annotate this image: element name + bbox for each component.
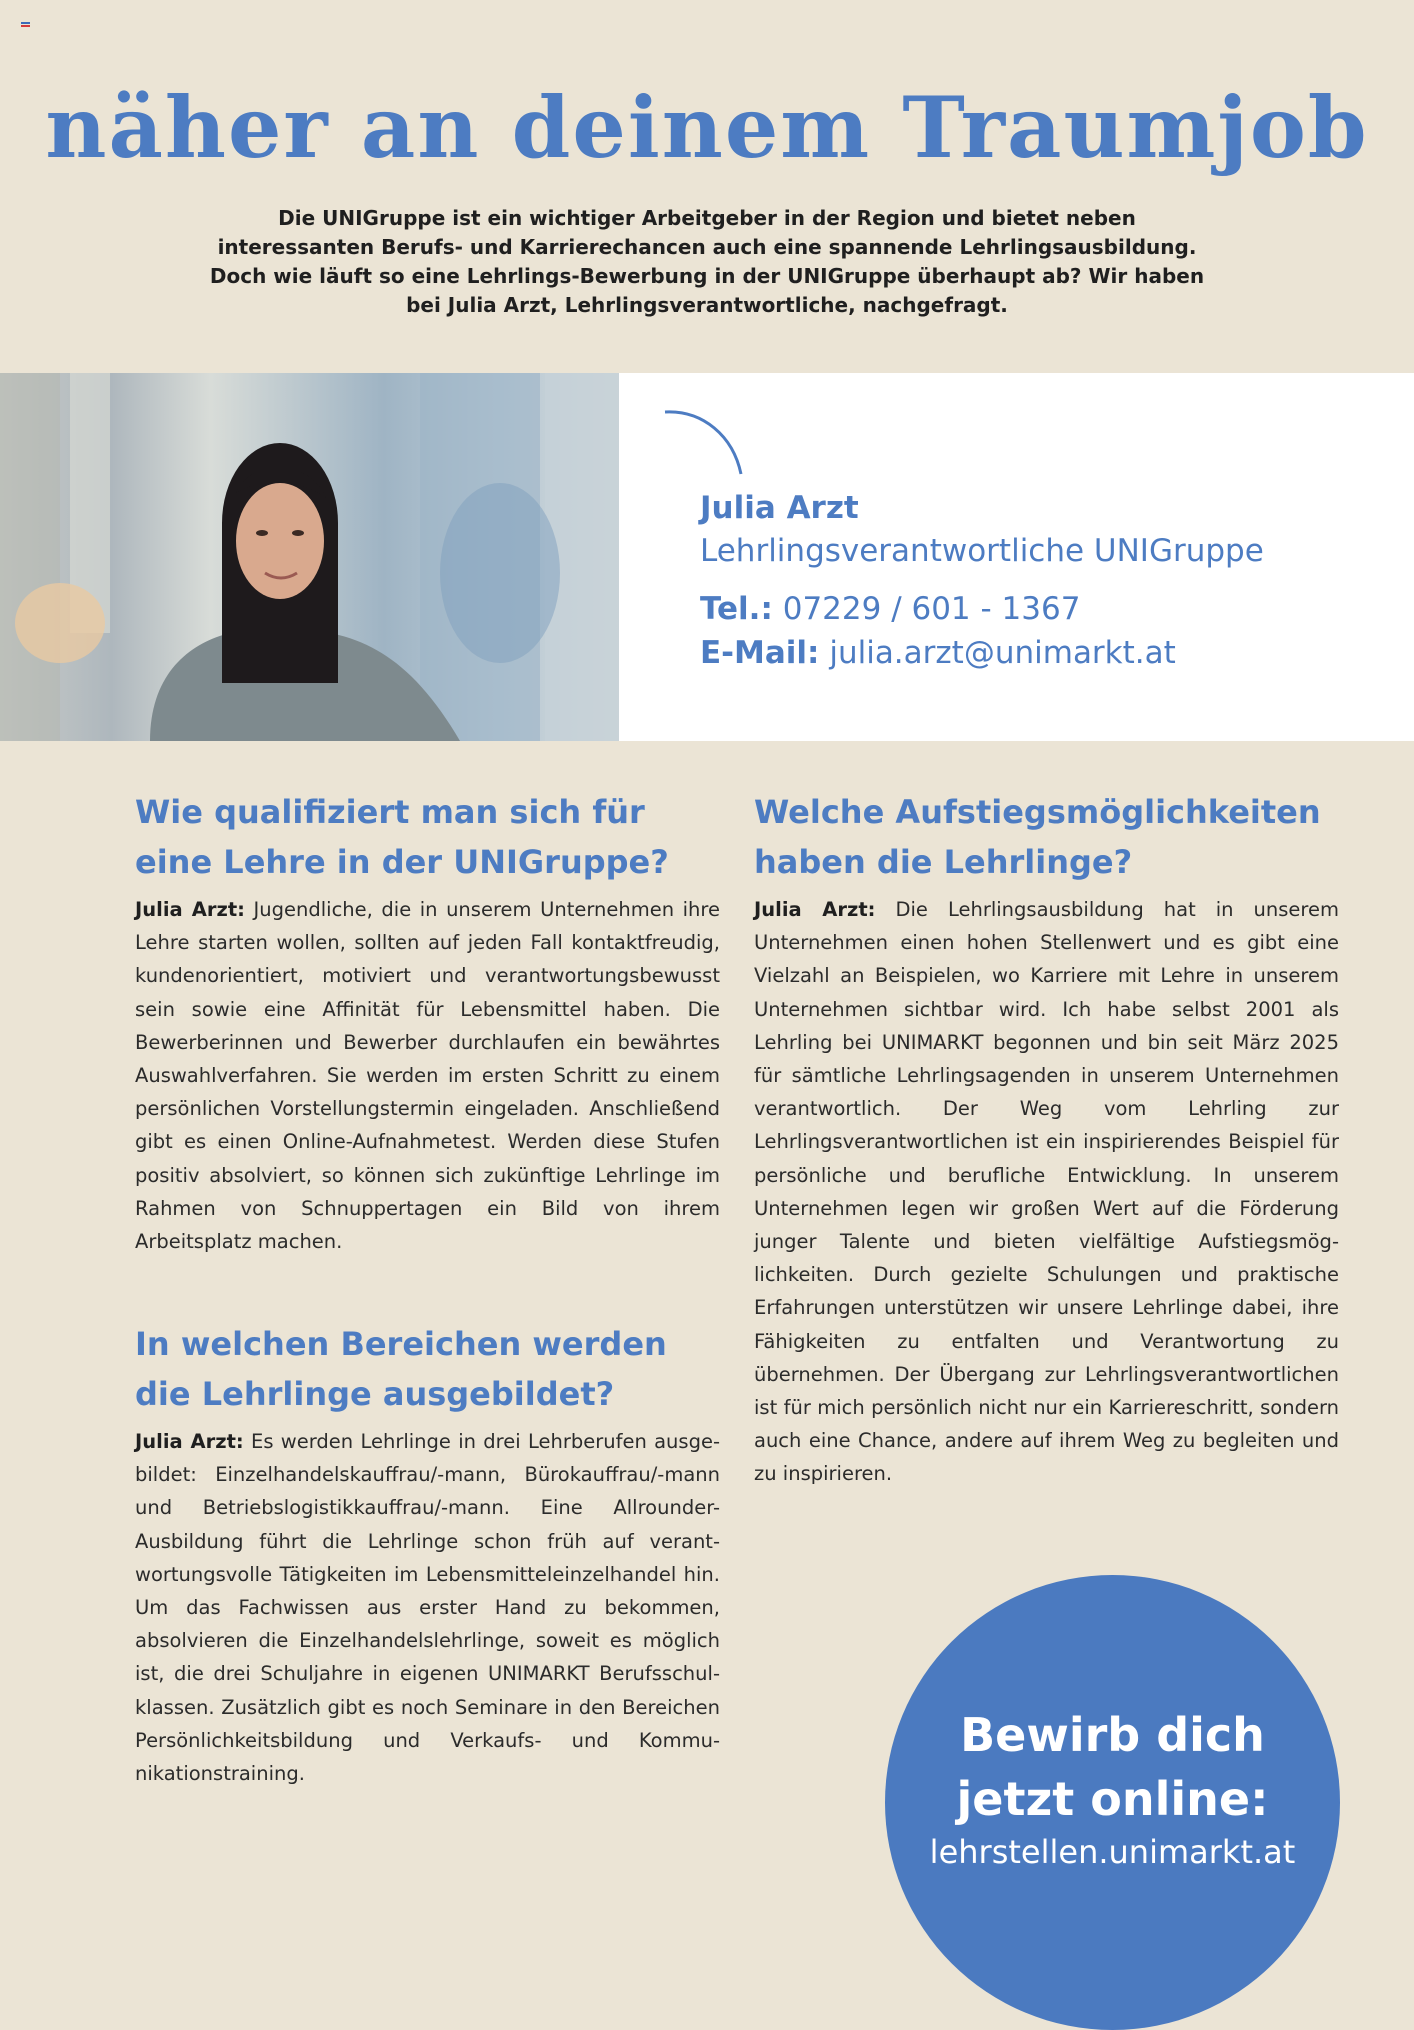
decorative-arc-icon (663, 406, 753, 476)
contact-role: Lehrlingsverantwortliche UNIGruppe (700, 533, 1264, 569)
phone-label: Tel.: (700, 591, 773, 627)
portrait-photo (0, 373, 619, 741)
section-career (754, 787, 1339, 1491)
email-link[interactable]: julia.arzt@unimarkt.at (829, 635, 1176, 671)
portrait-illustration (0, 373, 619, 741)
intro-text: Die UNIGruppe ist ein wichtiger Arbeitgeber in der Region und bietet neben interessanten Berufs- und Karrierechancen auch eine spannende Lehrlingsausbildung. Doch wie läuft so eine Lehrlings-Bewerbung in der UNIGruppe überhaupt ab? Wir haben bei Julia Arzt, Lehrlingsverantwortliche, nachgefragt. (209, 206, 1205, 317)
cta-line-1: Bewirb dich (960, 1708, 1265, 1762)
apply-link[interactable]: lehrstellen.unimarkt.at (929, 1833, 1296, 1871)
answer-text: Die Lehrlingsausbildung hat in unserem Unternehmen einen hohen Stellenwert und es gibt eine Vielzahl an Beispielen, wo Karriere mit Lehre in unserem Unternehmen sichtbar wird. Ich habe selbst 2001 als Lehrling bei UNIMARKT begonnen und bin seit März 2025 für sämtliche Lehrlingsagenden in unserem Unternehmen verantwortlich. Der Weg vom Lehrling zur Lehrlingsverantwortlichen ist ein inspirierendes Beispiel für persönliche und berufliche Entwicklung. In unserem Unternehmen legen wir großen Wert auf die Förderung junger Talente und bieten vielfältige Aufstiegsmöglichkeiten. Durch gezielte Schulungen und praktische Erfahrungen unterstützen wir unsere Lehrlinge dabei, ihre Fähigkeiten zu entfalten und Verantwortung zu übernehmen. Der Übergang zur Lehrlingsverantwortlichen ist für mich persönlich nicht nur ein Karriereschritt, sondern auch eine Chance, andere auf ihrem Weg zu begleiten und zu inspirieren. (754, 898, 1339, 1486)
headline: näher an deinem Traumjob (45, 78, 1369, 177)
section-qualify-title: Wie qualifiziert man sich für eine Lehre in der UNIGruppe? (135, 793, 669, 881)
phone-number[interactable]: 07229 / 601 - 1367 (782, 591, 1081, 627)
contact-email (700, 635, 1176, 671)
speaker-label: Julia Arzt: (135, 898, 245, 921)
contact-phone (700, 591, 1080, 627)
email-label: E-Mail: (700, 635, 820, 671)
apply-online-badge[interactable] (885, 1575, 1340, 2030)
section-career-text (754, 893, 1339, 1491)
speaker-label: Julia Arzt: (135, 1430, 244, 1453)
section-qualify (135, 787, 720, 1258)
section-areas-text (135, 1425, 720, 1790)
cta-line-2: jetzt online: (956, 1772, 1269, 1826)
contact-card (619, 373, 1414, 741)
section-career-title: Welche Aufstiegsmöglichkeiten haben die Lehrlinge? (754, 793, 1321, 881)
section-qualify-text (135, 893, 720, 1258)
flag-icon (21, 22, 30, 29)
speaker-label: Julia Arzt: (754, 898, 876, 921)
section-areas-title: In welchen Bereichen werden die Lehrlinge ausgebildet? (135, 1325, 667, 1413)
answer-text: Jugendliche, die in unserem Unternehmen ihre Lehre starten wollen, sollten auf jeden Fall kontaktfreudig, kundenorientiert, motiviert und verantwortungsbewusst sein sowie eine Affinität für Lebensmittel haben. Die Bewerberinnen und Bewerber durchlaufen ein bewährtes Auswahlverfahren. Sie werden im ersten Schritt zu einem persönlichen Vorstellungstermin eingeladen. Anschließend gibt es einen Online-Aufnahmetest. Werden diese Stufen positiv absolviert, so können sich zukünftige Lehrlinge im Rahmen von Schnuppertagen ein Bild von ihrem Arbeitsplatz machen. (135, 898, 720, 1254)
cta-title (885, 1703, 1340, 1831)
contact-name: Julia Arzt (700, 490, 859, 526)
answer-text: Es werden Lehrlinge in drei Lehrberufen ausgebildet: Einzelhandelskauffrau/-mann, Bürokauffrau/-mann und Betriebslogistikkauffrau/-mann. Eine Allrounder-Ausbildung führt die Lehrlinge schon früh auf verantwortungsvolle Tätigkeiten im Lebensmitteleinzelhandel hin. Um das Fachwissen aus erster Hand zu bekommen, absolvieren die Einzelhandelslehrlinge, soweit es möglich ist, die drei Schuljahre in eigenen UNIMARKT Berufsschulklassen. Zusätzlich gibt es noch Seminare in den Bereichen Persönlichkeitsbildung und Verkaufs- und Kommunikationstraining. (135, 1430, 720, 1786)
section-areas (135, 1319, 720, 1790)
